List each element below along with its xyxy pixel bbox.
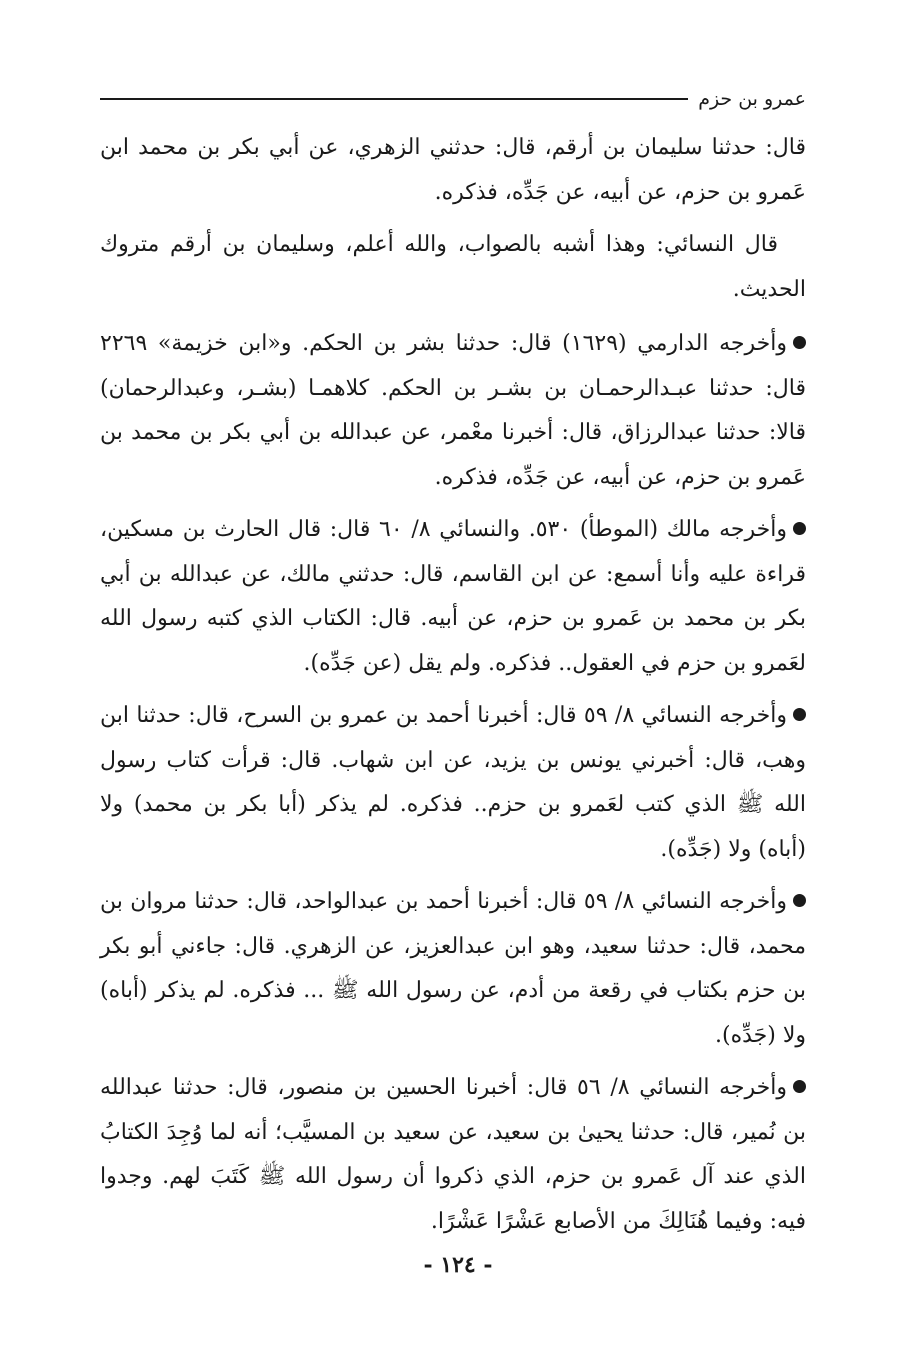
page-number: - ١٢٤ - [423,1252,493,1278]
bullet-icon [793,894,806,907]
running-title: عمرو بن حزم [698,88,806,110]
running-header [100,82,806,116]
paragraph-6-text: وأخرجه النسائي ٨/ ٥٩ قال: أخبرنا أحمد بن عبدالواحد، قال: حدثنا مروان بن محمد، قال: حدثنا سعيد، وهو ابن عبدالعزيز، عن الزهري. قال: جاءني أبو بكر بن حزم بكتاب في رقعة من أدم، عن رسول الله ﷺ ... فذكره. لم يذكر (أباه) ولا (جَدِّه). [100,889,806,1048]
paragraph-6 [100,880,806,1058]
header-rule [100,98,688,100]
bullet-icon [793,336,806,349]
paragraph-3-text: وأخرجه الدارمي (١٦٢٩) قال: حدثنا بشر بن الحكم. و«ابن خزيمة» ٢٢٦٩ قال: حدثنا عبـدالرحمـان بن بشـر بن الحكم. كلاهمـا (بشـر، وعبدالرحمان) قالا: حدثنا عبدالرزاق، قال: أخبرنا معْمر، عن عبدالله بن أبي بكر بن محمد بن عَمرو بن حزم، عن أبيه، عن جَدِّه، فذكره. [100,331,806,490]
paragraph-4-text: وأخرجه مالك (الموطأ) ٥٣٠. والنسائي ٨/ ٦٠ قال: قال الحارث بن مسكين، قراءة عليه وأنا أسمع: عن ابن القاسم، قال: حدثني مالك، عن عبدالله بن أبي بكر بن محمد بن عَمرو بن حزم، عن أبيه. قال: الكتاب الذي كتبه رسول الله لعَمرو بن حزم في العقول.. فذكره. ولم يقل (عن جَدِّه). [100,517,806,676]
bullet-icon [793,1080,806,1093]
paragraph-5-text: وأخرجه النسائي ٨/ ٥٩ قال: أخبرنا أحمد بن عمرو بن السرح، قال: حدثنا ابن وهب، قال: أخبرني يونس بن يزيد، عن ابن شهاب. قال: قرأت كتاب رسول الله ﷺ الذي كتب لعَمرو بن حزم.. فذكره. لم يذكر (أبا بكر بن محمد) ولا (أباه) ولا (جَدِّه). [100,703,806,862]
bullet-icon [793,708,806,721]
paragraph-7 [100,1066,806,1244]
paragraph-2: قال النسائي: وهذا أشبه بالصواب، والله أعلم، وسليمان بن أرقم متروك الحديث. [100,232,806,302]
paragraph-5 [100,694,806,872]
paragraph-4 [100,508,806,686]
paragraph-7-text: وأخرجه النسائي ٨/ ٥٦ قال: أخبرنا الحسين بن منصور، قال: حدثنا عبدالله بن نُمير، قال: حدثنا يحيىٰ بن سعيد، عن سعيد بن المسيَّب؛ أنه لما وُجِدَ الكتابُ الذي عند آل عَمرو بن حزم، الذي ذكروا أن رسول الله ﷺ كَتَبَ لهم. وجدوا فيه: وفيما هُنَالِكَ من الأصابع عَشْرًا عَشْرًا. [100,1075,806,1234]
paragraph-3 [100,322,806,500]
paragraph-1: قال: حدثنا سليمان بن أرقم، قال: حدثني الزهري، عن أبي بكر بن محمد ابن عَمرو بن حزم، عن أبيه، عن جَدِّه، فذكره. [100,135,806,205]
bullet-icon [793,522,806,535]
body-text [100,126,806,1252]
